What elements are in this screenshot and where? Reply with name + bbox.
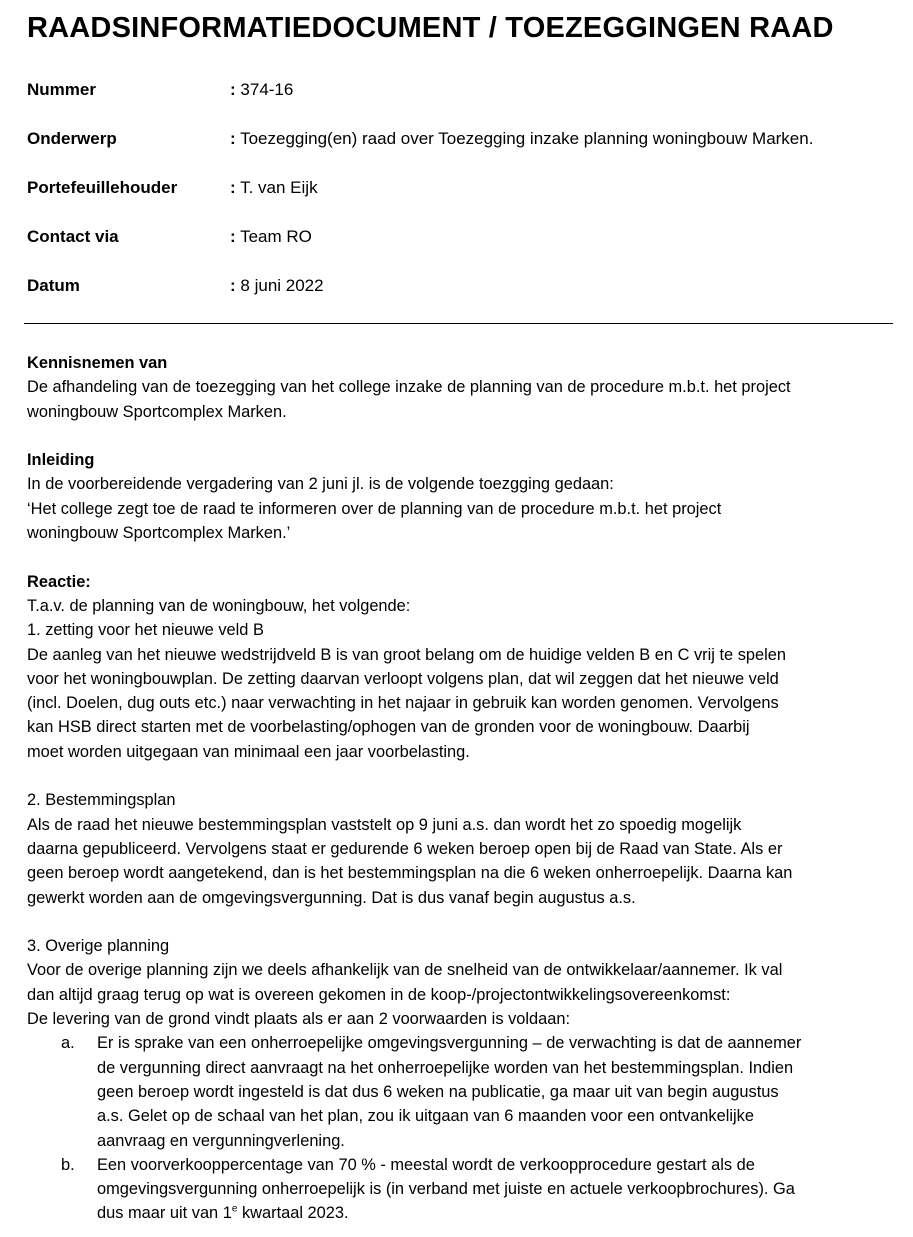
metadata-table <box>27 78 887 323</box>
text-line: kan HSB direct starten met de voorbelasting/ophogen van de gronden voor de woningbouw. Daarbij <box>27 718 750 737</box>
text-line: de vergunning direct aanvraagt na het onherroepelijke worden van het bestemmingsplan. Indien <box>97 1058 794 1077</box>
meta-value <box>230 225 312 249</box>
text-fragment: kwartaal 2023. <box>237 1204 349 1223</box>
text-line: moet worden uitgegaan van minimaal een jaar voorbelasting. <box>27 742 470 761</box>
spacer <box>27 910 893 934</box>
meta-label: Datum <box>27 276 80 295</box>
text-line: voor het woningbouwplan. De zetting daarvan verloopt volgens plan, dat wil zeggen dat het nieuwe veld <box>27 669 779 688</box>
meta-value-text: T. van Eijk <box>240 178 318 197</box>
text-line: T.a.v. de planning van de woningbouw, het volgende: <box>27 596 411 615</box>
section-heading-inleiding: Inleiding <box>27 451 95 470</box>
ordinal-superscript: e <box>231 1203 238 1215</box>
list-marker: a. <box>61 1034 75 1053</box>
meta-label: Nummer <box>27 80 96 99</box>
text-line: woningbouw Sportcomplex Marken. <box>27 402 287 421</box>
subsection-title: 1. zetting voor het nieuwe veld B <box>27 621 264 640</box>
meta-label: Onderwerp <box>27 129 117 148</box>
text-line: geen beroep wordt ingesteld is dat dus 6 weken na publicatie, ga maar uit van begin augustus <box>97 1082 779 1101</box>
text-line: aanvraag en vergunningverlening. <box>97 1131 345 1150</box>
text-line: dan altijd graag terug op wat is overeen gekomen in de koop-/projectontwikkelingsovereenkomst: <box>27 985 731 1004</box>
text-line: a.s. Gelet op de schaal van het plan, zou ik uitgaan van 6 maanden voor een ontvankelijke <box>97 1107 754 1126</box>
meta-colon: : <box>230 80 236 99</box>
text-line: gewerkt worden aan de omgevingsvergunning. Dat is dus vanaf begin augustus a.s. <box>27 888 636 907</box>
document-title: RAADSINFORMATIEDOCUMENT / TOEZEGGINGEN RAAD <box>27 12 834 44</box>
spacer <box>27 545 893 569</box>
meta-value-text: Team RO <box>240 227 312 246</box>
spacer <box>27 424 893 448</box>
meta-value <box>230 176 318 200</box>
list-marker: b. <box>61 1155 75 1174</box>
text-line: woningbouw Sportcomplex Marken.’ <box>27 524 291 543</box>
meta-row-nummer <box>27 78 887 127</box>
meta-colon: : <box>230 129 236 148</box>
text-line: Als de raad het nieuwe bestemmingsplan vaststelt op 9 juni a.s. dan wordt het zo spoedig mogelijk <box>27 815 742 834</box>
text-line: De afhandeling van de toezegging van het college inzake de planning van de procedure m.b.t. het project <box>27 378 791 397</box>
text-fragment: dus maar uit van 1 <box>97 1204 232 1223</box>
meta-value <box>230 274 324 298</box>
meta-row-datum <box>27 274 887 323</box>
meta-value-text: 8 juni 2022 <box>240 276 324 295</box>
text-line: De levering van de grond vindt plaats als er aan 2 voorwaarden is voldaan: <box>27 1010 571 1029</box>
section-heading-reactie: Reactie: <box>27 572 91 591</box>
text-line <box>97 1201 893 1225</box>
text-line: Een voorverkooppercentage van 70 % - meestal wordt de verkoopprocedure gestart als de <box>97 1155 755 1174</box>
subsection-title: 3. Overige planning <box>27 937 170 956</box>
text-line: omgevingsvergunning onherroepelijk is (in verband met juiste en actuele verkoopbrochures). Ga <box>97 1180 795 1199</box>
meta-row-portefeuillehouder <box>27 176 887 225</box>
horizontal-divider <box>24 323 893 324</box>
text-line: In de voorbereidende vergadering van 2 juni jl. is de volgende toezgging gedaan: <box>27 475 614 494</box>
list-item <box>27 1031 893 1152</box>
text-line: ‘Het college zegt toe de raad te informeren over de planning van de procedure m.b.t. het project <box>27 499 722 518</box>
list-item <box>27 1153 893 1226</box>
spacer <box>27 764 893 788</box>
meta-colon: : <box>230 276 236 295</box>
meta-row-onderwerp <box>27 127 887 176</box>
text-line: Er is sprake van een onherroepelijke omgevingsvergunning – de verwachting is dat de aannemer <box>97 1034 802 1053</box>
meta-label: Portefeuillehouder <box>27 178 178 197</box>
meta-label: Contact via <box>27 227 119 246</box>
text-line: daarna gepubliceerd. Vervolgens staat er gedurende 6 weken beroep open bij de Raad van State. Als er <box>27 839 783 858</box>
text-line: (incl. Doelen, dug outs etc.) naar verwachting in het najaar in gebruik kan worden genomen. Vervolgens <box>27 694 779 713</box>
subsection-title: 2. Bestemmingsplan <box>27 791 176 810</box>
text-line: geen beroep wordt aangetekend, dan is het bestemmingsplan na die 6 weken onherroepelijk. Daarna kan <box>27 864 793 883</box>
meta-value <box>230 127 813 151</box>
conditions-list <box>27 1031 893 1225</box>
document-body <box>27 351 893 1226</box>
meta-row-contact <box>27 225 887 274</box>
meta-colon: : <box>230 227 236 246</box>
meta-value-text: 374-16 <box>240 80 294 99</box>
text-line: Voor de overige planning zijn we deels afhankelijk van de snelheid van de ontwikkelaar/aannemer. Ik val <box>27 961 783 980</box>
section-heading-kennisnemen: Kennisnemen van <box>27 354 168 372</box>
meta-colon: : <box>230 178 236 197</box>
text-line: De aanleg van het nieuwe wedstrijdveld B is van groot belang om de huidige velden B en C vrij te spelen <box>27 645 786 664</box>
meta-value-text: Toezegging(en) raad over Toezegging inzake planning woningbouw Marken. <box>240 129 814 148</box>
meta-value <box>230 78 293 102</box>
